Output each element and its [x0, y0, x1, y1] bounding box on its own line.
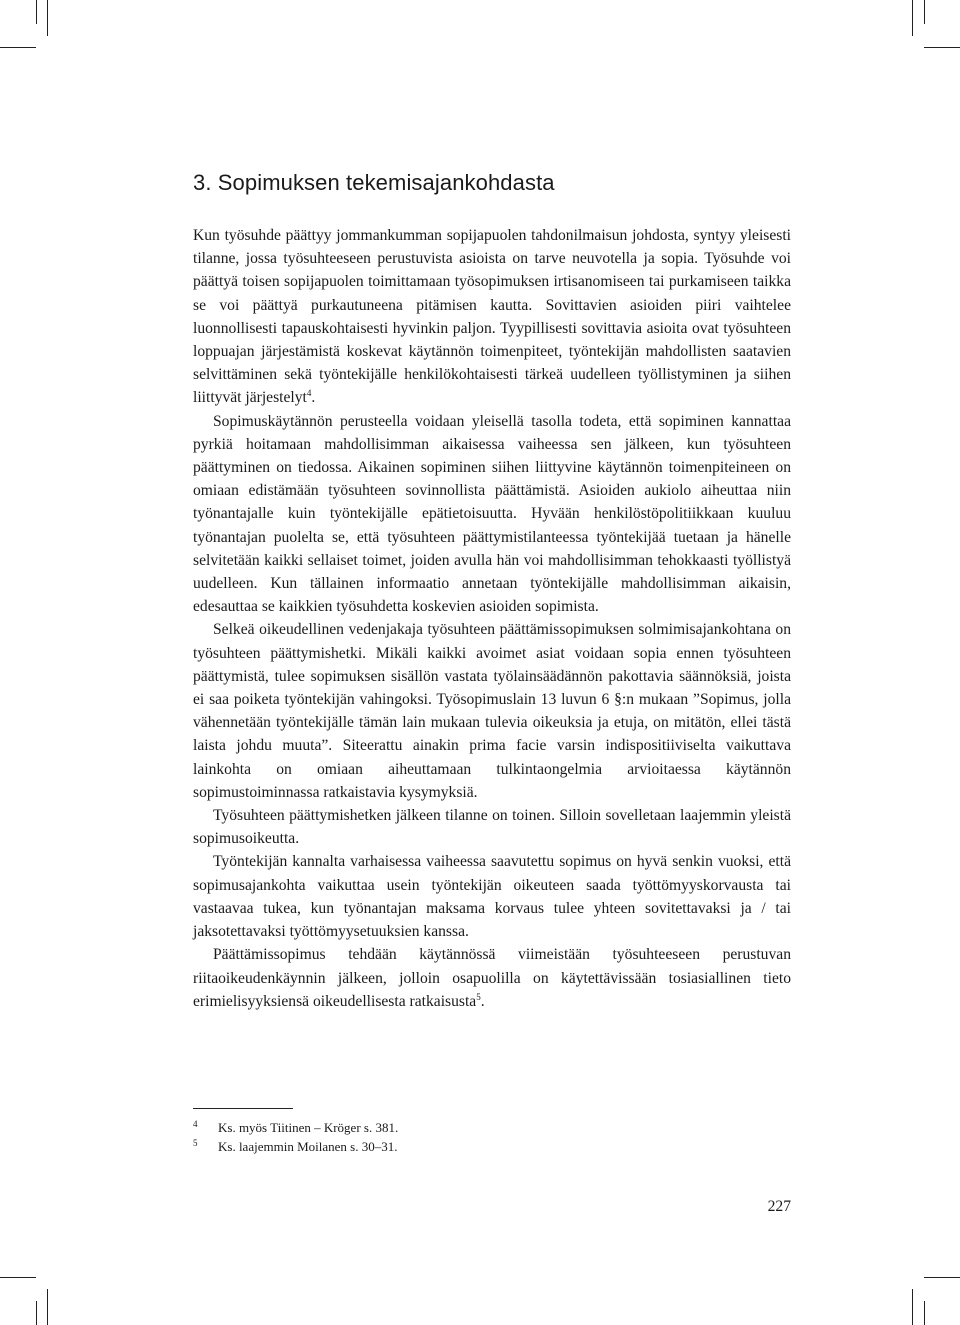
footnote-text: Ks. myös Tiitinen – Kröger s. 381.: [218, 1120, 399, 1135]
crop-mark-top-left-v: [47, 0, 48, 36]
footnote-ref-5[interactable]: 5: [476, 991, 481, 1002]
paragraph-1: [193, 224, 791, 410]
paragraph-4: [193, 804, 791, 850]
crop-mark-top-right-v2: [924, 0, 925, 24]
footnote-5: [193, 1137, 791, 1156]
paragraph-1-text: Kun työsuhde päättyy jommankumman sopijapuolen tahdonilmaisun johdosta, syntyy yleisesti tilanne, jossa työsuhteeseen perustuvista asioista on tarve neuvotella ja sopia. Työsuhde voi päättyä toisen sopijapuolen toimittamaan työsopimuksen irtisanomiseen tai purkamiseen taikka se voi päättyä purkautuneena pitämisen kautta. Sovittavien asioiden piiri vaihtelee luonnollisesti tapauskohtaisesti hyvinkin paljon. Tyypillisesti sovittavia asioita ovat työsuhteen loppuajan järjestämistä koskevat käytännön toimenpiteet, työntekijän mahdollisten saatavien selvittäminen sekä työntekijälle henkilökohtaisesti tärkeä uudelleen työllistyminen ja siihen liittyvät järjestelyt: [193, 227, 791, 407]
paragraph-3: [193, 618, 791, 804]
footnote-4: [193, 1118, 791, 1137]
crop-mark-top-left-h: [0, 47, 36, 48]
crop-mark-bottom-left-v2: [36, 1301, 37, 1325]
footnote-divider: [193, 1108, 293, 1109]
crop-mark-bottom-right-h: [924, 1277, 960, 1278]
crop-mark-bottom-right-v: [912, 1289, 913, 1325]
body-text: [193, 224, 791, 1013]
page-number: 227: [767, 1198, 791, 1215]
paragraph-6-text: Päättämissopimus tehdään käytännössä viimeistään työsuhteeseen perustuvan riitaoikeudenkäynnin jälkeen, jolloin osapuolilla on käytettävissään tosiasiallinen tieto erimielisyyksiensä oikeudellisesta ratkaisusta: [193, 946, 791, 1010]
crop-mark-bottom-left-v: [47, 1289, 48, 1325]
footnotes: [193, 1118, 791, 1156]
crop-mark-top-left-v2: [36, 0, 37, 24]
footnote-number: 4: [193, 1119, 198, 1129]
footnote-number: 5: [193, 1138, 198, 1148]
paragraph-5: [193, 850, 791, 943]
paragraph-1-tail: .: [311, 389, 316, 407]
paragraph-5-text: Työntekijän kannalta varhaisessa vaiheessa saavutettu sopimus on hyvä senkin vuoksi, että sopimusajankohta vaikuttaa usein työntekijän oikeuteen saada työttömyyskorvausta tai vastaavaa tukea, kun työnantajan maksama korvaus tulee yhteen sovitettavaksi ja / tai jaksotettavaksi työttömyysetuuksien kanssa.: [193, 853, 791, 941]
paragraph-6: [193, 943, 791, 1013]
crop-mark-top-right-v: [912, 0, 913, 36]
paragraph-6-tail: .: [480, 992, 485, 1010]
section-heading: 3. Sopimuksen tekemisajankohdasta: [193, 170, 555, 195]
paragraph-3-text: Selkeä oikeudellinen vedenjakaja työsuhteen päättämissopimuksen solmimisajankohtana on työsuhteen päättymishetki. Mikäli kaikki avoimet asiat voidaan sopia ennen työsuhteen päättymistä, tulee sopimuksen sisällön vastata työlainsäädännön pakottavia säännöksiä, joista ei saa poiketa työntekijän vahingoksi. Työsopimuslain 13 luvun 6 §:n mukaan ”Sopimus, jolla vähennetään työntekijälle tämän lain mukaan tulevia oikeuksia ja etuja, on mitätön, ellei tästä laista johdu muuta”. Siteerattu ainakin prima facie varsin indispositiiviselta vaikuttava lainkohta on omiaan aiheuttamaan tulkintaongelmia arvioitaessa käytännön sopimustoiminnassa ratkaistavia kysymyksiä.: [193, 621, 791, 801]
paragraph-2: [193, 410, 791, 619]
footnote-text: Ks. laajemmin Moilanen s. 30–31.: [218, 1139, 398, 1154]
footnote-ref-4[interactable]: 4: [306, 388, 312, 399]
paragraph-2-text: Sopimuskäytännön perusteella voidaan yleisellä tasolla todeta, että sopiminen kannattaa pyrkiä hoitamaan mahdollisimman aikaisessa vaiheessa sen jälkeen, kun työsuhteen päättyminen on tiedossa. Aikainen sopiminen siihen liittyvine käytännön toimenpiteineen on omiaan edistämään työsuhteen sovinnollista päättämistä. Asioiden aukiolo aiheuttaa niin työnantajalle kuin työntekijälle epätietoisuutta. Hyvään henkilöstöpolitiikkaan kuuluu työnantajan puolelta se, että työsuhteen päättymistilanteessa työntekijää tuetaan ja hänelle selvitetään kaikki sellaiset toimet, joiden avulla hän voi mahdollisimman tehokkaasti työllistyä uudelleen. Kun tällainen informaatio annetaan työntekijälle mahdollisimman aikaisin, edesauttaa se kaikkien työsuhdetta koskevien asioiden sopimista.: [193, 412, 791, 616]
crop-mark-top-right-h: [924, 47, 960, 48]
crop-mark-bottom-right-v2: [924, 1301, 925, 1325]
crop-mark-bottom-left-h: [0, 1277, 36, 1278]
paragraph-4-text: Työsuhteen päättymishetken jälkeen tilanne on toinen. Silloin sovelletaan laajemmin yleistä sopimusoikeutta.: [193, 807, 791, 848]
